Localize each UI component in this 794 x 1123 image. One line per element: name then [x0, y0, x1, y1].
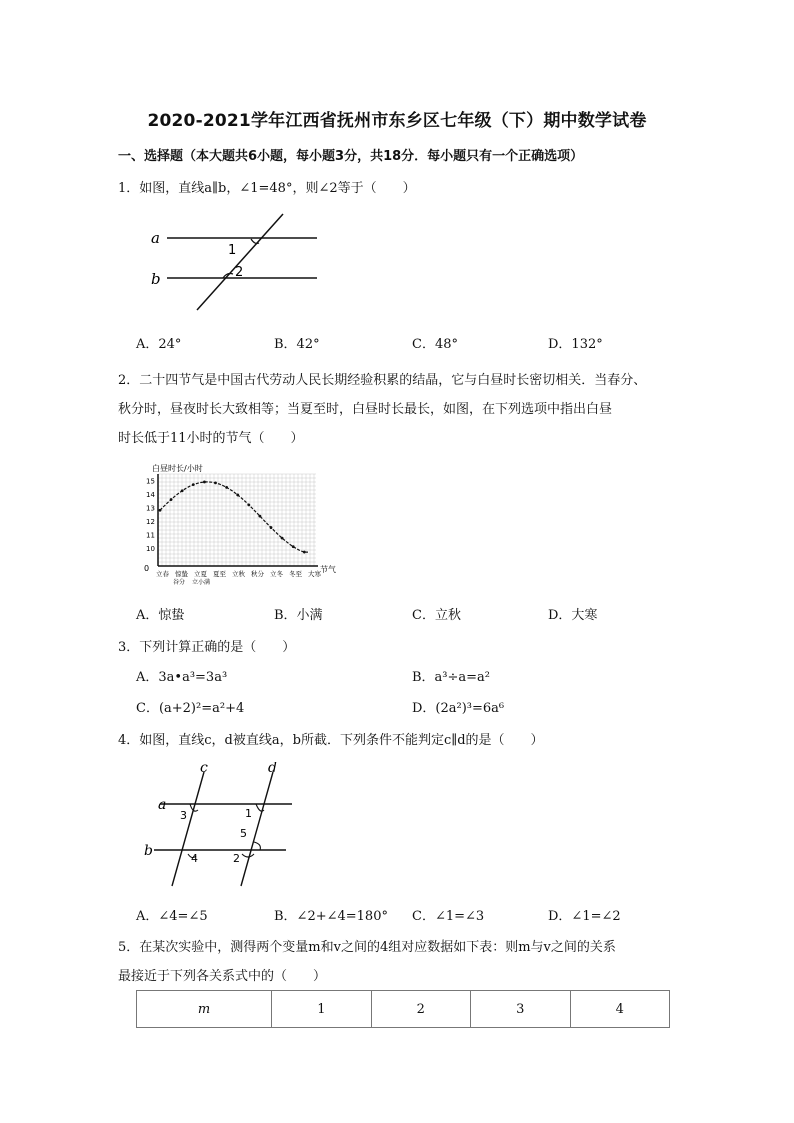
curve-point	[259, 515, 262, 518]
x-tick-label: 惊蛰	[175, 570, 188, 578]
q1-parallel-lines-figure	[145, 212, 325, 317]
chart-grid	[158, 474, 316, 566]
curve-point	[225, 486, 228, 489]
origin-label: 0	[144, 564, 150, 573]
q1-option-a[interactable]: A．24°	[136, 337, 182, 352]
x-tick-label: 立夏	[194, 570, 207, 578]
q1-option-c[interactable]: C．48°	[412, 337, 458, 352]
q2-stem-line3: 时长低于11小时的节气（ ）	[118, 431, 304, 446]
q2-option-a[interactable]: A．惊蛰	[136, 608, 185, 623]
table-cell: 1	[272, 991, 371, 1028]
y-tick-label: 11	[146, 531, 155, 540]
q3-option-d[interactable]: D．(2a²)³=6a⁶	[412, 701, 505, 716]
q2-option-c[interactable]: C．立秋	[412, 608, 461, 623]
label-a: a	[158, 797, 167, 813]
y-tick-label: 12	[146, 518, 155, 526]
x-tick-label: 秋分	[251, 570, 264, 578]
curve-point	[281, 537, 284, 540]
label-1: 1	[228, 243, 237, 258]
label-5: 5	[240, 827, 247, 840]
section-heading: 一、选择题（本大题共6小题，每小题3分，共18分．每小题只有一个正确选项）	[118, 149, 584, 164]
q1-option-b[interactable]: B．42°	[274, 337, 320, 352]
q5-data-table	[136, 990, 670, 1028]
q2-option-d[interactable]: D．大寒	[548, 608, 598, 623]
curve-point	[247, 503, 250, 506]
q4-option-a[interactable]: A．∠4=∠5	[136, 909, 208, 924]
page-title: 2020-2021学年江西省抚州市东乡区七年级（下）期中数学试卷	[147, 111, 647, 131]
x-tick-label: 立小满	[192, 579, 211, 586]
curve-point	[159, 509, 162, 512]
y-tick-label: 10	[146, 545, 155, 553]
x-tick-label: 冬至	[289, 570, 302, 578]
q3-stem: 3．下列计算正确的是（ ）	[118, 640, 296, 655]
curve-point	[303, 551, 306, 554]
angle-2-arc	[242, 854, 254, 857]
curve-point	[270, 526, 273, 529]
label-3: 3	[180, 809, 187, 822]
curve-point	[292, 545, 295, 548]
curve-point	[214, 481, 217, 484]
q4-option-b[interactable]: B．∠2+∠4=180°	[274, 909, 388, 924]
x-tick-label: 立冬	[270, 570, 283, 578]
q2-daylight-chart	[138, 460, 348, 588]
q2-stem-line2: 秋分时，昼夜时长大致相等；当夏至时，白昼时长最长，如图，在下列选项中指出白昼	[118, 402, 613, 417]
curve-point	[170, 498, 173, 501]
q4-option-d[interactable]: D．∠1=∠2	[548, 909, 621, 924]
x-tick-label: 立秋	[232, 570, 245, 578]
label-d: d	[268, 762, 277, 776]
table-cell: 3	[471, 991, 570, 1028]
line-c	[172, 772, 204, 886]
curve-point	[203, 481, 206, 484]
table-cell: 4	[570, 991, 670, 1028]
curve-point	[192, 483, 195, 486]
x-tick-label: 谷分	[173, 579, 186, 586]
y-axis-label: 白昼时长/小时	[152, 464, 203, 473]
q3-option-b[interactable]: B．a³÷a=a²	[412, 670, 491, 685]
label-1: 1	[245, 807, 252, 820]
curve-point	[181, 489, 184, 492]
label-a: a	[151, 229, 160, 247]
q1-option-d[interactable]: D．132°	[548, 337, 603, 352]
y-tick-label: 15	[146, 477, 155, 486]
y-tick-label: 13	[146, 504, 155, 513]
x-tick-label: 夏至	[213, 570, 226, 578]
q4-transversal-figure	[138, 762, 308, 890]
y-tick-label: 14	[146, 491, 155, 499]
label-b: b	[151, 270, 161, 288]
x-tick-label: 大寒	[308, 570, 321, 578]
label-2: 2	[233, 852, 240, 865]
curve-point	[236, 494, 239, 497]
q2-stem-line1: 2．二十四节气是中国古代劳动人民长期经验积累的结晶，它与白昼时长密切相关．当春分、	[118, 373, 647, 388]
q1-stem: 1．如图，直线a∥b，∠1=48°，则∠2等于（ ）	[118, 181, 416, 196]
table-cell: m	[137, 991, 272, 1028]
q5-stem-line1: 5．在某次实验中，测得两个变量m和v之间的4组对应数据如下表：则m与v之间的关系	[118, 940, 616, 955]
label-c: c	[200, 762, 208, 776]
label-4: 4	[191, 852, 198, 865]
q4-stem: 4．如图，直线c，d被直线a，b所截．下列条件不能判定c∥d的是（ ）	[118, 733, 544, 748]
q3-option-a[interactable]: A．3a•a³=3a³	[136, 670, 228, 685]
label-b: b	[144, 843, 153, 859]
q5-stem-line2: 最接近于下列各关系式中的（ ）	[118, 969, 327, 984]
angle-5-arc	[254, 842, 260, 850]
q2-option-b[interactable]: B．小满	[274, 608, 323, 623]
q3-option-c[interactable]: C．(a+2)²=a²+4	[136, 701, 245, 716]
label-2: 2	[235, 265, 244, 280]
table-cell: 2	[371, 991, 470, 1028]
transversal	[197, 214, 283, 310]
x-axis-label: 节气	[320, 565, 336, 574]
q4-option-c[interactable]: C．∠1=∠3	[412, 909, 485, 924]
table-row	[137, 991, 670, 1028]
x-tick-label: 立春	[156, 570, 169, 578]
